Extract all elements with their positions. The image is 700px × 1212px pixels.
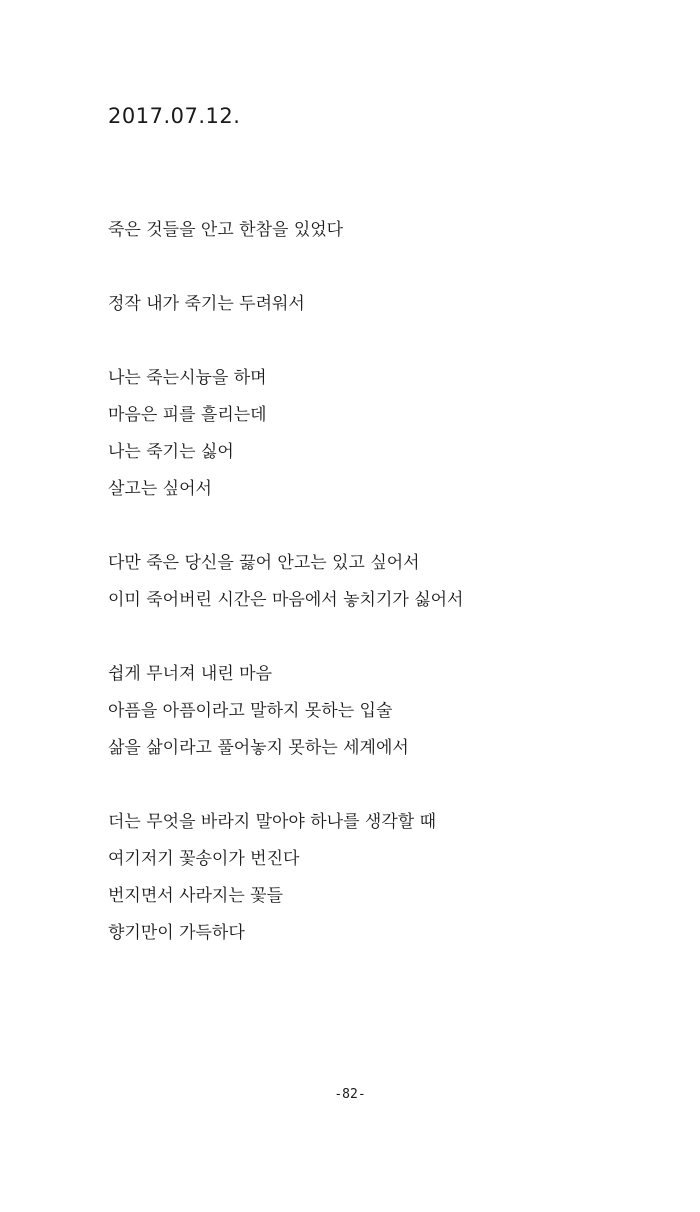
stanza xyxy=(108,656,668,767)
poem-line: 다만 죽은 당신을 끓어 안고는 있고 싶어서 xyxy=(108,553,420,573)
poem-line: 향기만이 가득하다 xyxy=(108,923,245,943)
poem-line: 마음은 피를 흘리는데 xyxy=(108,405,267,425)
poem-body xyxy=(108,212,668,952)
stanza xyxy=(108,804,668,952)
poem-line: 더는 무엇을 바라지 말아야 하나를 생각할 때 xyxy=(108,812,437,832)
poem-line: 여기저기 꽃송이가 번진다 xyxy=(108,849,300,869)
stanza xyxy=(108,360,668,508)
stanza xyxy=(108,286,668,323)
poem-line: 정작 내가 죽기는 두려워서 xyxy=(108,294,305,314)
poem-line: 나는 죽기는 싫어 xyxy=(108,442,234,462)
stanza xyxy=(108,212,668,249)
poem-line: 삶을 삶이라고 풀어놓지 못하는 세계에서 xyxy=(108,738,409,758)
stanza xyxy=(108,545,668,619)
page-number: -82- xyxy=(334,1087,366,1102)
poem-line: 나는 죽는시늉을 하며 xyxy=(108,368,267,388)
poem-line: 살고는 싶어서 xyxy=(108,479,212,499)
poem-line: 쉽게 무너져 내린 마음 xyxy=(108,664,273,684)
poem-date: 2017.07.12. xyxy=(108,104,241,128)
poem-line: 이미 죽어버린 시간은 마음에서 놓치기가 싫어서 xyxy=(108,590,464,610)
poem-line: 아픔을 아픔이라고 말하지 못하는 입술 xyxy=(108,701,393,721)
poem-line: 죽은 것들을 안고 한참을 있었다 xyxy=(108,220,344,240)
poem-line: 번지면서 사라지는 꽃들 xyxy=(108,886,284,906)
